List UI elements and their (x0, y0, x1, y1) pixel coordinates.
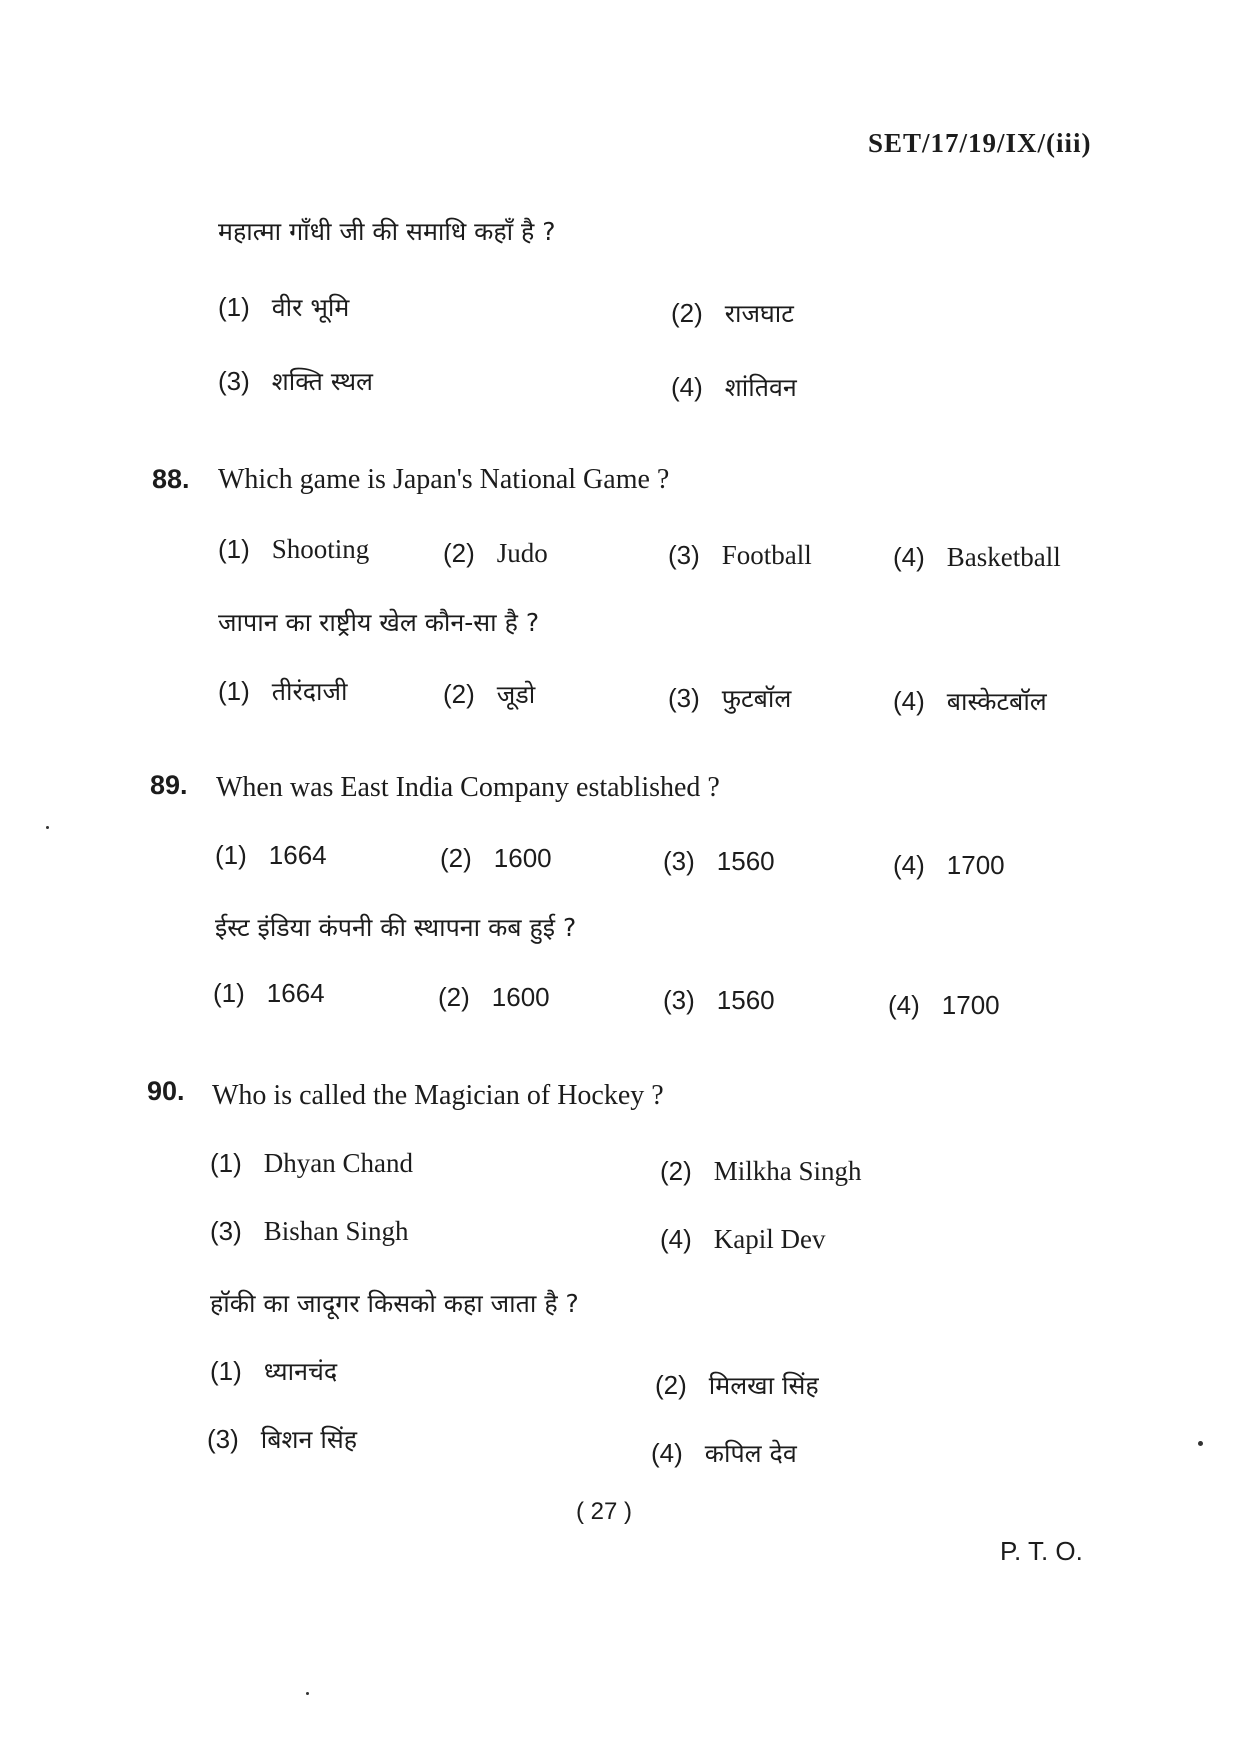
q90-option-en-4 (660, 1224, 826, 1255)
option-text: 1700 (946, 850, 1005, 880)
option-number: (4) (651, 1438, 683, 1468)
pto-label: P. T. O. (1000, 1536, 1083, 1566)
option-text: Basketball (946, 542, 1061, 572)
q87-option-hi-2 (671, 296, 794, 330)
option-text: मिलखा सिंह (708, 1371, 819, 1400)
option-text: Kapil Dev (713, 1224, 826, 1254)
option-text: फुटबॉल (721, 684, 792, 713)
option-text: शांतिवन (724, 373, 797, 402)
page-number: ( 27 ) (576, 1498, 633, 1525)
option-text: Judo (496, 538, 548, 568)
option-number: (3) (207, 1424, 239, 1454)
option-text: 1664 (266, 978, 325, 1008)
option-text: तीरंदाजी (271, 677, 348, 706)
q89-option-hi-3 (663, 985, 775, 1016)
q88-option-en-3 (668, 540, 812, 571)
option-text: कपिल देव (704, 1439, 797, 1468)
q88-number: 88. (152, 464, 190, 494)
q87-option-hi-3 (218, 364, 373, 398)
option-number: (1) (215, 840, 247, 870)
q90-question-en: Who is called the Magician of Hockey ? (212, 1080, 664, 1111)
option-number: (4) (893, 542, 925, 572)
option-text: 1664 (268, 840, 327, 870)
option-number: (1) (218, 534, 250, 564)
option-number: (2) (443, 538, 475, 568)
option-text: बिशन सिंह (260, 1425, 358, 1454)
option-number: (2) (440, 843, 472, 873)
option-text: Bishan Singh (263, 1216, 409, 1246)
option-text: 1600 (491, 982, 550, 1012)
q87-option-hi-4 (671, 370, 797, 404)
q90-option-en-1 (210, 1148, 413, 1179)
option-number: (1) (210, 1148, 242, 1178)
q89-question-en: When was East India Company established ? (216, 772, 720, 803)
q90-number: 90. (147, 1076, 185, 1106)
set-code: SET/17/19/IX/(iii) (868, 128, 1092, 158)
option-text: राजघाट (724, 299, 794, 328)
q89-option-hi-1 (213, 978, 325, 1009)
scan-speck (1198, 1441, 1203, 1446)
option-text: 1560 (716, 985, 775, 1015)
option-number: (4) (893, 686, 925, 716)
option-text: ध्यानचंद (263, 1357, 338, 1386)
scan-speck (306, 1692, 309, 1695)
q89-question-hi: ईस्ट इंडिया कंपनी की स्थापना कब हुई ? (215, 913, 577, 942)
option-text: Milkha Singh (713, 1156, 862, 1186)
q90-option-hi-2 (655, 1368, 819, 1402)
option-number: (3) (668, 540, 700, 570)
q88-option-hi-4 (893, 684, 1047, 718)
option-number: (3) (663, 846, 695, 876)
q90-option-en-2 (660, 1156, 862, 1187)
option-number: (4) (893, 850, 925, 880)
option-text: बास्केटबॉल (946, 687, 1047, 716)
option-number: (3) (210, 1216, 242, 1246)
option-text: जूडो (496, 680, 536, 709)
option-number: (1) (218, 292, 250, 322)
option-number: (2) (655, 1370, 687, 1400)
q87-option-hi-1 (218, 290, 349, 324)
option-text: Shooting (271, 534, 370, 564)
option-number: (1) (213, 978, 245, 1008)
q90-option-hi-1 (210, 1354, 337, 1388)
option-number: (4) (671, 372, 703, 402)
option-text: Football (721, 540, 812, 570)
option-number: (2) (438, 982, 470, 1012)
option-text: 1600 (493, 843, 552, 873)
option-number: (2) (443, 679, 475, 709)
scan-speck (46, 826, 49, 829)
option-text: 1700 (941, 990, 1000, 1020)
option-number: (2) (671, 298, 703, 328)
q88-option-en-4 (893, 542, 1061, 573)
q88-option-hi-2 (443, 677, 535, 711)
q88-option-hi-1 (218, 674, 348, 708)
q88-question-en: Which game is Japan's National Game ? (218, 464, 670, 495)
q89-number: 89. (150, 770, 188, 800)
option-number: (3) (218, 366, 250, 396)
q90-option-hi-4 (651, 1436, 797, 1470)
q89-option-en-1 (215, 840, 327, 871)
q87-question-hi: महात्मा गाँधी जी की समाधि कहाँ है ? (218, 217, 556, 246)
q90-option-en-3 (210, 1216, 409, 1247)
option-number: (2) (660, 1156, 692, 1186)
q89-option-en-3 (663, 846, 775, 877)
q89-option-en-2 (440, 843, 552, 874)
option-text: 1560 (716, 846, 775, 876)
option-text: वीर भूमि (271, 293, 350, 322)
option-number: (4) (660, 1224, 692, 1254)
option-text: Dhyan Chand (263, 1148, 414, 1178)
option-number: (1) (210, 1356, 242, 1386)
q90-question-hi: हॉकी का जादूगर किसको कहा जाता है ? (210, 1289, 579, 1318)
q89-option-hi-2 (438, 982, 550, 1013)
option-number: (4) (888, 990, 920, 1020)
q89-option-en-4 (893, 850, 1005, 881)
q89-option-hi-4 (888, 990, 1000, 1021)
option-number: (1) (218, 676, 250, 706)
q88-option-hi-3 (668, 681, 791, 715)
q88-option-en-1 (218, 534, 369, 565)
q88-question-hi: जापान का राष्ट्रीय खेल कौन-सा है ? (218, 608, 540, 637)
q90-option-hi-3 (207, 1422, 357, 1456)
option-text: शक्ति स्थल (271, 367, 374, 396)
q88-option-en-2 (443, 538, 548, 569)
option-number: (3) (663, 985, 695, 1015)
option-number: (3) (668, 683, 700, 713)
